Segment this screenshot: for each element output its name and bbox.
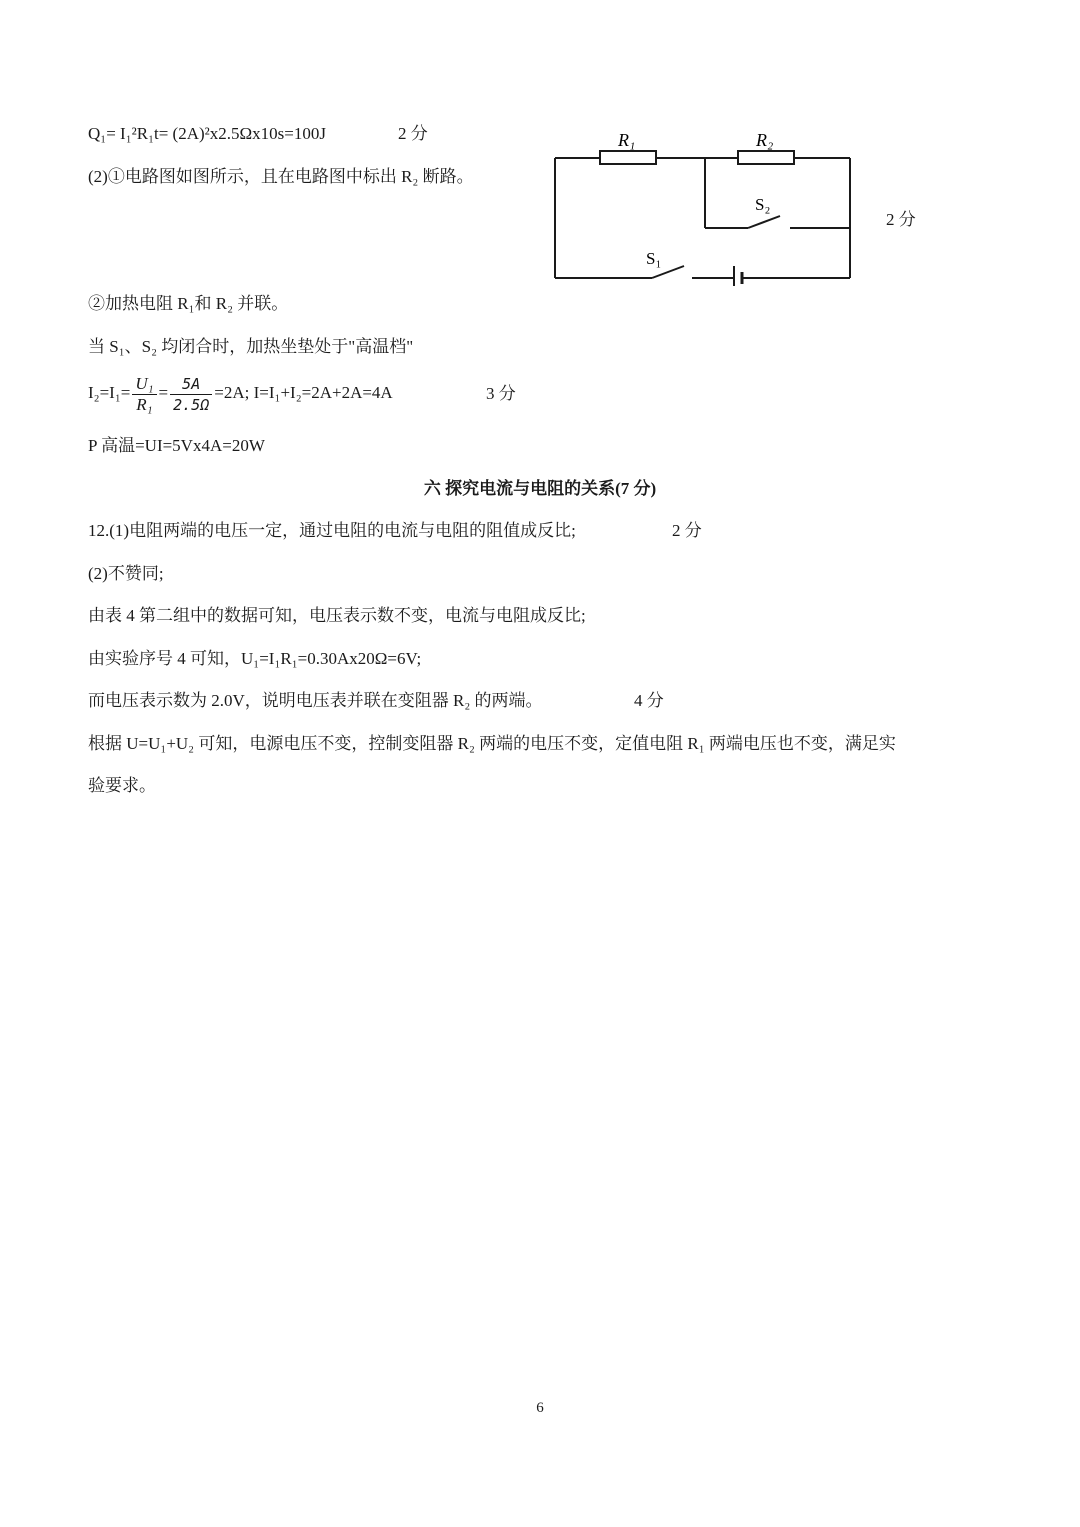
current-prefix: I₂=I₁= [88,383,131,402]
part2-line2: ②加热电阻 R₁和 R₂ 并联。 [88,294,289,313]
q12-line3: 由表 4 第二组中的数据可知，电压表示数不变，电流与电阻成反比; [88,606,586,625]
r2-label: R₂ [756,130,774,150]
power-line: P 高温=UI=5Vx4A=20W [88,436,265,455]
q1-formula: Q₁= I₁²R₁t= (2A)²x2.5Ωx10s=100J [88,124,326,143]
circuit-diagram [548,118,858,286]
s2-label: S₂ [755,195,771,214]
s1-label: S₁ [646,249,662,268]
switch-s2 [748,216,780,228]
q12-score2: 4 分 [634,691,664,710]
q12-line1: 12.(1)电阻两端的电压一定，通过电阻的电流与电阻的阻值成反比; [88,521,576,540]
q12-line4: 由实验序号 4 可知，U₁=I₁R₁=0.30Ax20Ω=6V; [88,649,422,668]
part2-line1: (2)①电路图如图所示，且在电路图中标出 R₂ 断路。 [88,167,474,186]
r1-label: R₁ [618,130,636,150]
q12-score1: 2 分 [672,521,702,540]
fraction2-numerator: 5A [170,374,212,395]
q12-line6: 根据 U=U₁+U₂ 可知，电源电压不变，控制变阻器 R₂ 两端的电压不变，定值电阻 R₁ 两端电压也不变，满足实 [88,734,896,753]
q12-line5: 而电压表示数为 2.0V，说明电压表并联在变阻器 R₂ 的两端。 [88,691,543,710]
circuit-score: 2 分 [886,210,916,229]
part2-line3: 当 S₁、S₂ 均闭合时，加热坐垫处于"高温档" [88,337,414,356]
resistor-r2 [738,151,794,164]
section6-heading: 六 探究电流与电阻的关系(7 分) [423,479,657,498]
fraction1-denominator: R₁ [136,394,153,414]
q1-score: 2 分 [398,124,428,143]
fraction-u1-r1 [132,374,156,415]
current-formula: I₂=I₁= $\frac{\text{U₁}}{\text{R₁}}$ = $\frac{5A}{2.5\Omega}$ =2A; I=I₁+I₂=2A+2A=4A [88,373,393,414]
resistor-r1 [600,151,656,164]
fraction2-denominator: 2.5Ω [173,395,210,414]
page-number: 6 [536,1400,544,1416]
current-suffix: =2A; I=I₁+I₂=2A+2A=4A [214,383,393,402]
q12-line2: (2)不赞同; [88,564,164,583]
fraction1-numerator: U₁ [132,374,156,395]
q12-line7: 验要求。 [88,776,156,795]
fraction-5a-2-5ohm [170,374,212,415]
current-score: 3 分 [486,384,516,403]
